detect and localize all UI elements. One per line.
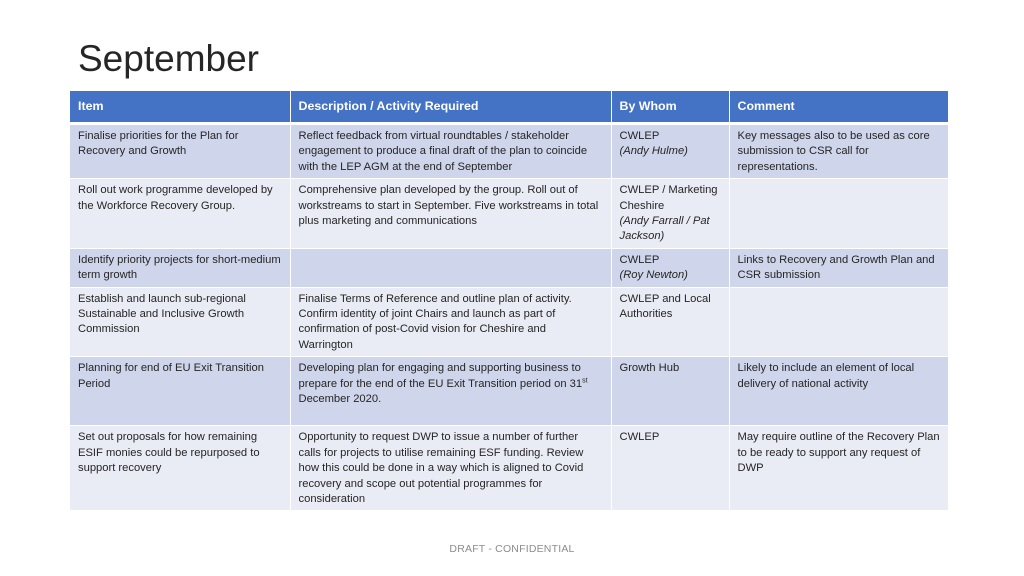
table-row [70,357,948,426]
by-whom-org: CWLEP and Local Authorities [619,292,711,321]
comment-cell [729,179,948,249]
by-whom-cell [611,179,729,249]
item-cell: Establish and launch sub-regional Sustainable and Inclusive Growth Commission [70,287,290,357]
table-row [70,179,948,249]
by-whom-person: (Roy Newton) [619,269,688,282]
description-cell [290,357,611,426]
comment-cell [729,287,948,357]
header-by-whom: By Whom [611,91,729,124]
description-cell: Comprehensive plan developed by the group. Roll out of workstreams to start in September. Five workstreams in total plus marketing and communications [290,179,611,249]
by-whom-org: CWLEP / Marketing Cheshire [619,184,718,212]
by-whom-cell [611,287,729,357]
by-whom-cell [611,357,729,426]
by-whom-cell [611,248,729,287]
item-cell: Roll out work programme developed by the Workforce Recovery Group. [70,179,290,249]
date-ordinal: st [582,376,588,384]
confidential-footer: DRAFT - CONFIDENTIAL [449,543,575,555]
by-whom-person: (Andy Hulme) [619,145,688,158]
by-whom-org: CWLEP [619,253,660,266]
table-row [70,426,948,511]
header-item: Item [70,91,290,124]
table-row [70,287,948,357]
description-cell [290,248,611,287]
by-whom-person: (Andy Farrall / Pat Jackson) [619,215,710,243]
description-cell: Finalise Terms of Reference and outline plan of activity. Confirm identity of joint Chairs and launch as part of confirmation of post-Covid vision for Cheshire and Warrington [290,287,611,357]
comment-cell: Key messages also to be used as core submission to CSR call for representations. [729,124,948,179]
by-whom-org: CWLEP [619,130,660,142]
page-title: September [78,38,259,79]
comment-cell: Links to Recovery and Growth Plan and CSR submission [729,248,948,287]
by-whom-org: CWLEP [619,431,660,444]
description-text: Developing plan for engaging and supporting business to prepare for the end of the EU Exit Transition period on 31 [298,362,583,390]
item-cell: Planning for end of EU Exit Transition Period [70,357,290,426]
comment-cell: May require outline of the Recovery Plan to be ready to support any request of DWP [729,426,948,511]
table-row [70,248,948,287]
by-whom-org: Growth Hub [619,362,680,375]
table-row [70,124,948,179]
header-comment: Comment [729,91,948,124]
item-cell: Finalise priorities for the Plan for Recovery and Growth [70,124,290,179]
description-text-end: December 2020. [298,393,382,406]
by-whom-cell [611,124,729,179]
description-cell: Reflect feedback from virtual roundtables / stakeholder engagement to produce a final draft of the plan to coincide with the LEP AGM at the end of September [290,124,611,179]
item-cell: Identify priority projects for short-medium term growth [70,248,290,287]
item-cell: Set out proposals for how remaining ESIF monies could be repurposed to support recovery [70,426,290,511]
header-description: Description / Activity Required [290,91,611,124]
description-cell: Opportunity to request DWP to issue a number of further calls for projects to utilise remaining ESF funding. Review how this could be done in a way which is aligned to Covid recovery and scope out potential programmes for consideration [290,426,611,511]
table-header-row [70,91,948,124]
by-whom-cell [611,426,729,511]
activity-table [70,91,948,511]
comment-cell: Likely to include an element of local delivery of national activity [729,357,948,426]
